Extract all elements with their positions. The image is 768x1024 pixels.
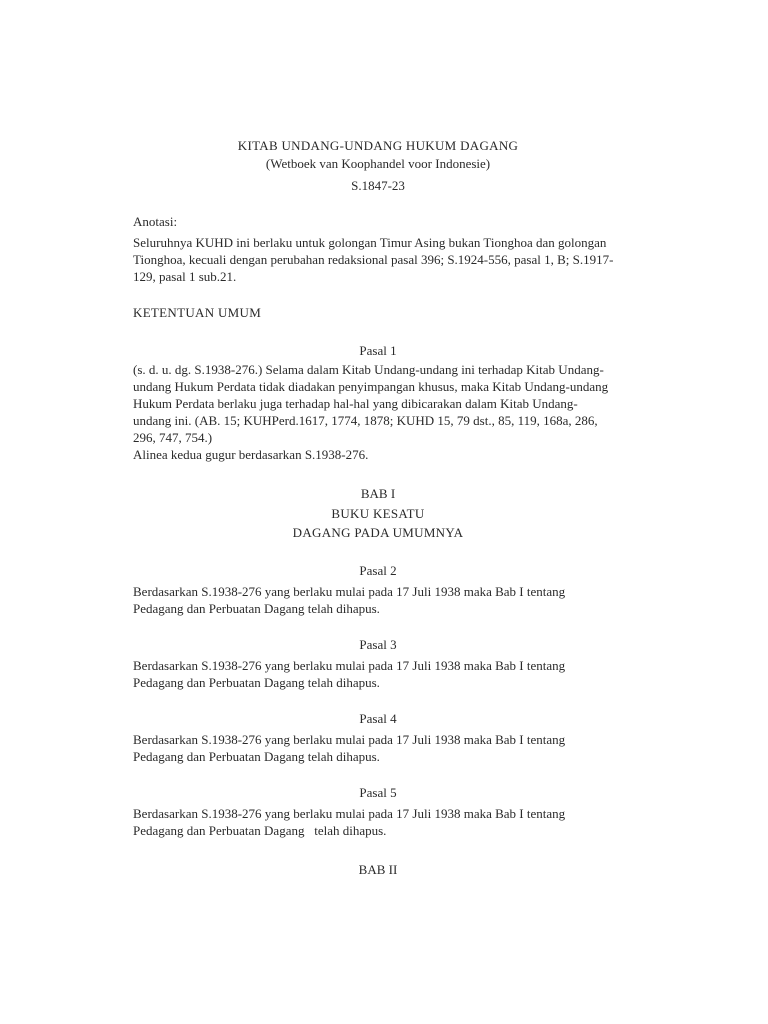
pasal-4-paragraph	[133, 731, 623, 765]
text-line: undang ini. (AB. 15; KUHPerd.1617, 1774, 1878; KUHD 15, 79 dst., 85, 119, 168a, 286,	[133, 413, 598, 428]
text-line: undang Hukum Perdata tidak diadakan penyimpangan khusus, maka Kitab Undang-undang	[133, 379, 609, 394]
text-line: Berdasarkan S.1938-276 yang berlaku mulai pada 17 Juli 1938 maka Bab I tentang	[133, 658, 566, 673]
pasal-1-heading: Pasal 1	[359, 343, 397, 358]
text-line: Pedagang dan Perbuatan Dagang telah dihapus.	[133, 823, 387, 838]
pasal-3-paragraph	[133, 657, 623, 691]
section-heading-ketentuan-umum: KETENTUAN UMUM	[133, 305, 262, 320]
text-line: Tionghoa, kecuali dengan perubahan redaksional pasal 396; S.1924-556, pasal 1, B; S.1917-	[133, 252, 614, 267]
text-line: Hukum Perdata berlaku juga terhadap hal-hal yang dibicarakan dalam Kitab Undang-	[133, 396, 578, 411]
buku-kesatu-heading: BUKU KESATU	[331, 506, 425, 521]
text-line: Seluruhnya KUHD ini berlaku untuk golongan Timur Asing bukan Tionghoa dan golongan	[133, 235, 607, 250]
text-line: Pedagang dan Perbuatan Dagang telah dihapus.	[133, 601, 380, 616]
document-subtitle: (Wetboek van Koophandel voor Indonesie)	[265, 156, 491, 171]
text-line: Berdasarkan S.1938-276 yang berlaku mulai pada 17 Juli 1938 maka Bab I tentang	[133, 806, 566, 821]
pasal-2-paragraph	[133, 583, 623, 617]
pasal-2-heading: Pasal 2	[359, 563, 397, 578]
text-line: 129, pasal 1 sub.21.	[133, 269, 237, 284]
bab-1-heading: BAB I	[360, 486, 396, 501]
document-title: KITAB UNDANG-UNDANG HUKUM DAGANG	[237, 138, 519, 153]
anotasi-label: Anotasi:	[133, 214, 178, 229]
text-line: Berdasarkan S.1938-276 yang berlaku mulai pada 17 Juli 1938 maka Bab I tentang	[133, 584, 566, 599]
text-line: Pedagang dan Perbuatan Dagang telah dihapus.	[133, 675, 380, 690]
pasal-5-heading: Pasal 5	[359, 785, 397, 800]
text-line: (s. d. u. dg. S.1938-276.) Selama dalam Kitab Undang-undang ini terhadap Kitab Undang-	[133, 362, 604, 377]
staatsblad-number: S.1847-23	[351, 178, 405, 193]
pasal-1-paragraph	[133, 361, 623, 463]
text-line: Berdasarkan S.1938-276 yang berlaku mulai pada 17 Juli 1938 maka Bab I tentang	[133, 732, 566, 747]
text-line: Alinea kedua gugur berdasarkan S.1938-276.	[133, 447, 369, 462]
anotasi-paragraph	[133, 234, 623, 285]
text-line: Pedagang dan Perbuatan Dagang telah dihapus.	[133, 749, 380, 764]
pasal-4-heading: Pasal 4	[359, 711, 397, 726]
bab-2-heading: BAB II	[358, 862, 398, 877]
pasal-5-paragraph	[133, 805, 623, 839]
pasal-3-heading: Pasal 3	[359, 637, 397, 652]
text-line: 296, 747, 754.)	[133, 430, 213, 445]
dagang-pada-umumnya-heading: DAGANG PADA UMUMNYA	[292, 525, 464, 540]
